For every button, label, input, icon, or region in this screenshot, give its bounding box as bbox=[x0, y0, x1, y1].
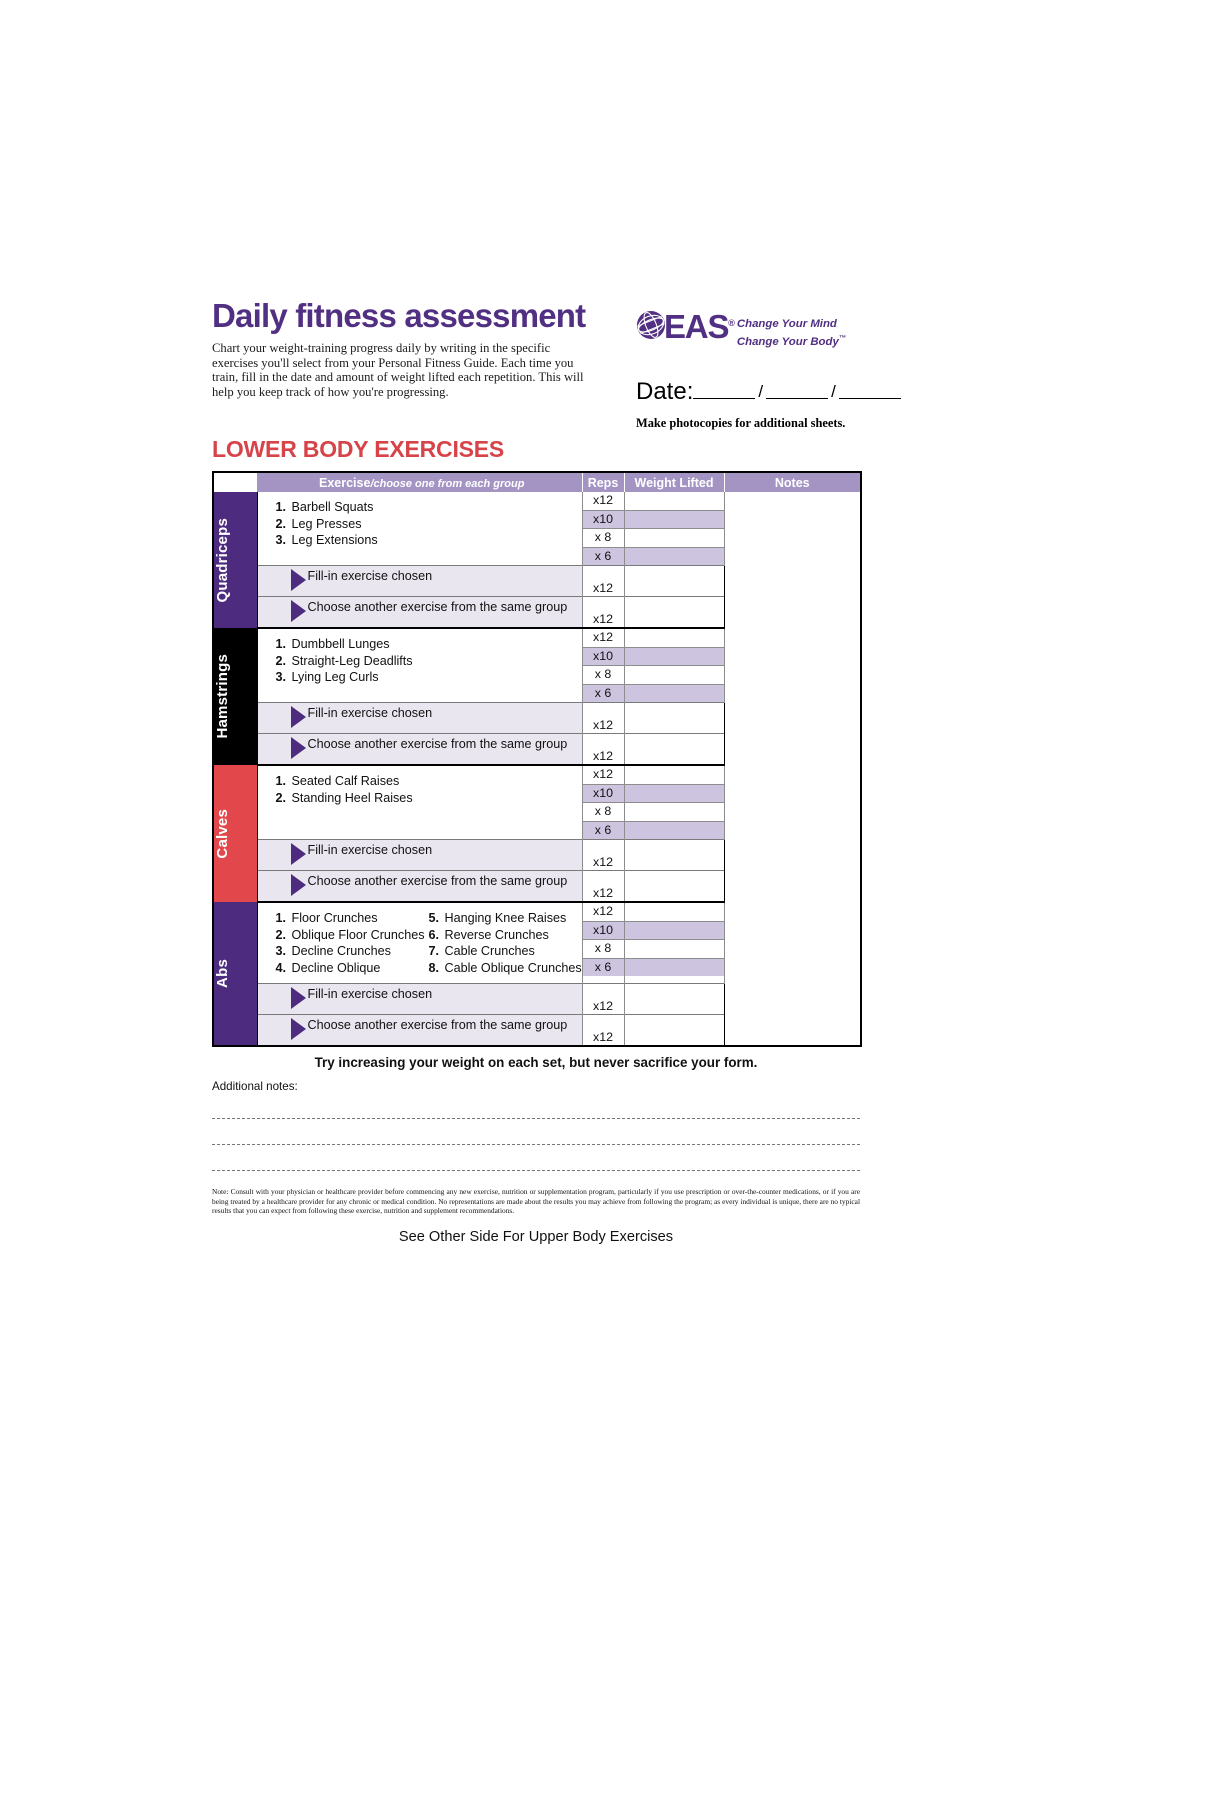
exercise-column bbox=[276, 773, 429, 806]
exercise-group-row bbox=[213, 902, 861, 984]
registered-mark: ® bbox=[728, 318, 735, 328]
date-year-input[interactable] bbox=[839, 378, 901, 399]
worksheet-page bbox=[212, 296, 860, 1245]
exercise-option[interactable] bbox=[429, 927, 582, 944]
weight-lifted-input[interactable] bbox=[625, 511, 724, 530]
column-header-exercise-sub: /choose one from each group bbox=[370, 477, 525, 490]
additional-notes-label: Additional notes: bbox=[212, 1080, 298, 1094]
fill-in-weight-input[interactable] bbox=[624, 597, 724, 629]
arrow-icon bbox=[291, 706, 306, 728]
eas-globe-icon bbox=[636, 310, 666, 340]
reps-column bbox=[582, 765, 624, 840]
column-header-reps: Reps bbox=[582, 472, 624, 492]
weight-lifted-input[interactable] bbox=[625, 529, 724, 548]
exercise-name: Seated Calf Raises bbox=[291, 774, 400, 788]
exercise-column bbox=[429, 636, 582, 686]
exercise-list bbox=[257, 765, 582, 840]
notes-line-2[interactable] bbox=[212, 1119, 860, 1145]
exercise-name: Leg Extensions bbox=[291, 533, 378, 548]
fill-in-weight-input[interactable] bbox=[624, 984, 724, 1015]
weight-lifted-input[interactable] bbox=[625, 666, 724, 685]
exercise-column bbox=[429, 773, 582, 806]
fill-in-reps: x12 bbox=[582, 566, 624, 597]
section-heading-lower-body: LOWER BODY EXERCISES bbox=[212, 436, 505, 462]
eas-tagline bbox=[737, 318, 846, 349]
muscle-group-label: Abs bbox=[214, 959, 231, 989]
tagline-line-1: Change Your Mind bbox=[736, 318, 837, 330]
muscle-group-tab bbox=[213, 628, 257, 765]
exercise-option[interactable] bbox=[276, 653, 429, 670]
exercise-name: Leg Presses bbox=[291, 516, 362, 531]
legal-disclaimer: Note: Consult with your physician or healthcare provider before commencing any new exercise, nutrition or supplementation program, particularly if you use prescription or over-the-counter medications, or if you are being treated by a healthcare provider for any chronic or medical condition. No representations are made about the results you may achieve from following the program; as every individual is unique, there are no typical results that you can expect from following these exercise, nutrition and supplement recommendations. bbox=[212, 1187, 860, 1216]
exercise-option[interactable] bbox=[276, 516, 429, 533]
intro-paragraph: Chart your weight-training progress daily by writing in the specific exercises you'll select from your Personal Fitness Guide. Each time you train, fill in the date and amount of weight lifted each repetition. This will help you keep track of how you're progressing. bbox=[212, 341, 584, 399]
exercise-group-row bbox=[213, 765, 861, 840]
exercise-number: 4. bbox=[275, 960, 287, 975]
weight-lifted-input[interactable] bbox=[625, 822, 724, 840]
exercise-number: 2. bbox=[275, 790, 287, 805]
exercise-name: Standing Heel Raises bbox=[291, 790, 413, 805]
weight-lifted-input[interactable] bbox=[625, 648, 724, 667]
exercise-column bbox=[276, 636, 429, 686]
exercise-number: 1. bbox=[275, 637, 287, 651]
eas-wordmark bbox=[664, 308, 735, 345]
reps-column bbox=[582, 902, 624, 984]
exercise-option[interactable] bbox=[276, 773, 429, 790]
exercise-column bbox=[276, 499, 429, 549]
exercise-name: Straight-Leg Deadlifts bbox=[291, 653, 413, 668]
fill-in-weight-input[interactable] bbox=[624, 734, 724, 766]
weight-lifted-input[interactable] bbox=[625, 766, 724, 785]
fill-in-label: Fill-in exercise chosen bbox=[307, 843, 433, 857]
exercise-option[interactable] bbox=[429, 910, 582, 927]
exercise-name: Cable Oblique Crunches bbox=[444, 960, 582, 975]
exercise-number: 8. bbox=[428, 960, 440, 975]
arrow-icon bbox=[291, 600, 306, 622]
exercise-number: 1. bbox=[275, 774, 287, 788]
exercise-number: 2. bbox=[275, 927, 287, 942]
notes-input[interactable] bbox=[724, 492, 861, 628]
date-separator-2: / bbox=[831, 382, 836, 401]
reps-column bbox=[582, 492, 624, 566]
exercise-table bbox=[212, 471, 862, 1047]
fill-in-exercise-field[interactable] bbox=[257, 566, 582, 597]
arrow-icon bbox=[291, 737, 306, 759]
muscle-group-tab bbox=[213, 765, 257, 902]
reps-cell: x10 bbox=[583, 785, 624, 804]
arrow-icon bbox=[291, 569, 306, 591]
reps-cell: x 8 bbox=[583, 529, 624, 548]
exercise-name: Reverse Crunches bbox=[444, 927, 549, 942]
notes-input[interactable] bbox=[724, 628, 861, 765]
exercise-option[interactable] bbox=[429, 943, 582, 960]
exercise-name: Barbell Squats bbox=[291, 500, 374, 514]
exercise-number: 5. bbox=[428, 911, 440, 925]
reps-cell: x10 bbox=[583, 648, 624, 667]
training-tip: Try increasing your weight on each set, but never sacrifice your form. bbox=[314, 1055, 758, 1071]
exercise-column bbox=[429, 499, 582, 549]
muscle-group-label: Quadriceps bbox=[214, 517, 231, 603]
exercise-name: Oblique Floor Crunches bbox=[291, 927, 425, 942]
reps-cell: x 8 bbox=[583, 940, 624, 959]
photocopies-note: Make photocopies for additional sheets. bbox=[636, 416, 846, 430]
exercise-name: Dumbbell Lunges bbox=[291, 637, 390, 651]
date-month-input[interactable] bbox=[693, 378, 755, 399]
column-header-weight: Weight Lifted bbox=[624, 472, 724, 492]
fill-in-reps: x12 bbox=[582, 984, 624, 1015]
weight-lifted-input[interactable] bbox=[625, 903, 724, 922]
arrow-icon bbox=[291, 874, 306, 896]
exercise-number: 7. bbox=[428, 944, 440, 959]
exercise-name: Decline Crunches bbox=[291, 944, 391, 959]
notes-input[interactable] bbox=[724, 765, 861, 902]
reps-cell: x 8 bbox=[583, 803, 624, 822]
exercise-number: 2. bbox=[275, 516, 287, 531]
exercise-option[interactable] bbox=[276, 927, 429, 944]
arrow-icon bbox=[291, 1018, 306, 1040]
exercise-name: Cable Crunches bbox=[444, 944, 535, 959]
weight-lifted-input[interactable] bbox=[625, 940, 724, 959]
fill-in-weight-input[interactable] bbox=[624, 1015, 724, 1047]
fill-in-label: Choose another exercise from the same group bbox=[307, 600, 568, 614]
reps-cell: x12 bbox=[583, 629, 624, 648]
exercise-option[interactable] bbox=[276, 636, 429, 653]
fill-in-reps: x12 bbox=[582, 1015, 624, 1047]
exercise-option[interactable] bbox=[276, 669, 429, 686]
table-header-row bbox=[213, 472, 861, 492]
exercise-number: 3. bbox=[275, 533, 287, 548]
fill-in-exercise-field[interactable] bbox=[257, 840, 582, 871]
exercise-group-row bbox=[213, 492, 861, 566]
weight-lifted-input[interactable] bbox=[625, 785, 724, 804]
exercise-number: 1. bbox=[275, 911, 287, 925]
exercise-number: 2. bbox=[275, 653, 287, 668]
fill-in-weight-input[interactable] bbox=[624, 566, 724, 597]
exercise-number: 1. bbox=[275, 500, 287, 514]
fill-in-weight-input[interactable] bbox=[624, 703, 724, 734]
reps-cell: x12 bbox=[583, 903, 624, 922]
exercise-column bbox=[429, 910, 582, 976]
eas-logo bbox=[636, 308, 860, 349]
reps-column bbox=[582, 628, 624, 703]
column-header-notes: Notes bbox=[724, 472, 861, 492]
exercise-option[interactable] bbox=[276, 960, 429, 977]
fill-in-label: Fill-in exercise chosen bbox=[307, 706, 433, 720]
exercise-number: 3. bbox=[275, 944, 287, 959]
reps-cell: x 6 bbox=[583, 959, 624, 977]
reps-cell: x 8 bbox=[583, 666, 624, 685]
column-header-exercise: Exercise/choose one from each group bbox=[257, 472, 582, 492]
exercise-group-row bbox=[213, 628, 861, 703]
weight-lifted-input[interactable] bbox=[625, 922, 724, 941]
page-title: Daily fitness assessment bbox=[212, 297, 586, 334]
weight-lifted-input[interactable] bbox=[625, 548, 724, 566]
fill-in-label: Choose another exercise from the same group bbox=[307, 874, 568, 888]
reps-cell: x 6 bbox=[583, 822, 624, 840]
reps-cell: x 6 bbox=[583, 548, 624, 566]
exercise-list bbox=[257, 628, 582, 703]
trademark-mark: ™ bbox=[838, 334, 846, 342]
fill-in-weight-input[interactable] bbox=[624, 871, 724, 903]
date-day-input[interactable] bbox=[766, 378, 828, 399]
eas-wordmark-text: EAS bbox=[664, 308, 729, 345]
weight-lifted-input[interactable] bbox=[625, 685, 724, 703]
weight-lifted-column bbox=[624, 765, 724, 840]
weight-lifted-input[interactable] bbox=[625, 803, 724, 822]
exercise-name: Lying Leg Curls bbox=[291, 670, 379, 685]
document-header bbox=[212, 296, 860, 436]
arrow-icon bbox=[291, 987, 306, 1009]
exercise-option[interactable] bbox=[276, 910, 429, 927]
muscle-group-tab bbox=[213, 492, 257, 628]
exercise-list bbox=[257, 492, 582, 566]
table-body bbox=[213, 492, 861, 1046]
exercise-name: Floor Crunches bbox=[291, 911, 378, 925]
exercise-list bbox=[257, 902, 582, 984]
exercise-option[interactable] bbox=[276, 532, 429, 549]
weight-lifted-column bbox=[624, 492, 724, 566]
fill-in-reps: x12 bbox=[582, 734, 624, 766]
exercise-option[interactable] bbox=[276, 943, 429, 960]
muscle-group-label: Calves bbox=[214, 808, 231, 859]
see-other-side-note: See Other Side For Upper Body Exercises bbox=[398, 1228, 674, 1245]
arrow-icon bbox=[291, 843, 306, 865]
header-spacer bbox=[213, 472, 257, 492]
notes-input[interactable] bbox=[724, 902, 861, 1046]
exercise-number: 6. bbox=[428, 927, 440, 942]
fill-in-label: Choose another exercise from the same group bbox=[307, 737, 568, 751]
date-separator-1: / bbox=[758, 382, 764, 401]
weight-lifted-input[interactable] bbox=[625, 959, 724, 977]
weight-lifted-input[interactable] bbox=[625, 492, 724, 511]
exercise-column bbox=[276, 910, 429, 976]
fill-in-label: Fill-in exercise chosen bbox=[307, 987, 433, 1002]
reps-cell: x12 bbox=[583, 766, 624, 785]
weight-lifted-column bbox=[624, 628, 724, 703]
fill-in-label: Fill-in exercise chosen bbox=[307, 569, 433, 583]
fill-in-reps: x12 bbox=[582, 840, 624, 871]
fill-in-exercise-field[interactable] bbox=[257, 703, 582, 734]
weight-lifted-input[interactable] bbox=[625, 629, 724, 648]
exercise-name: Hanging Knee Raises bbox=[444, 911, 567, 925]
weight-lifted-column bbox=[624, 902, 724, 984]
exercise-option[interactable] bbox=[429, 960, 582, 977]
muscle-group-label: Hamstrings bbox=[214, 654, 231, 739]
fill-in-reps: x12 bbox=[582, 871, 624, 903]
date-label: Date: bbox=[636, 378, 694, 405]
reps-cell: x10 bbox=[583, 511, 624, 530]
exercise-option[interactable] bbox=[276, 790, 429, 807]
fill-in-exercise-field[interactable] bbox=[257, 871, 582, 903]
exercise-name: Decline Oblique bbox=[291, 960, 381, 975]
date-field-row bbox=[636, 378, 901, 406]
notes-line-3[interactable] bbox=[212, 1145, 860, 1171]
fill-in-reps: x12 bbox=[582, 703, 624, 734]
muscle-group-tab bbox=[213, 902, 257, 1046]
tagline-line-2: Change Your Body bbox=[736, 335, 839, 348]
fill-in-weight-input[interactable] bbox=[624, 840, 724, 871]
fill-in-exercise-field[interactable] bbox=[257, 597, 582, 629]
reps-cell: x12 bbox=[583, 492, 624, 511]
fill-in-exercise-field[interactable] bbox=[257, 734, 582, 766]
exercise-option[interactable] bbox=[276, 499, 429, 516]
exercise-number: 3. bbox=[275, 670, 287, 685]
fill-in-exercise-field[interactable] bbox=[257, 984, 582, 1015]
reps-cell: x10 bbox=[583, 922, 624, 941]
fill-in-exercise-field[interactable] bbox=[257, 1015, 582, 1047]
fill-in-reps: x12 bbox=[582, 597, 624, 629]
notes-line-1[interactable] bbox=[212, 1093, 860, 1119]
fill-in-label: Choose another exercise from the same group bbox=[307, 1018, 568, 1033]
reps-cell: x 6 bbox=[583, 685, 624, 703]
